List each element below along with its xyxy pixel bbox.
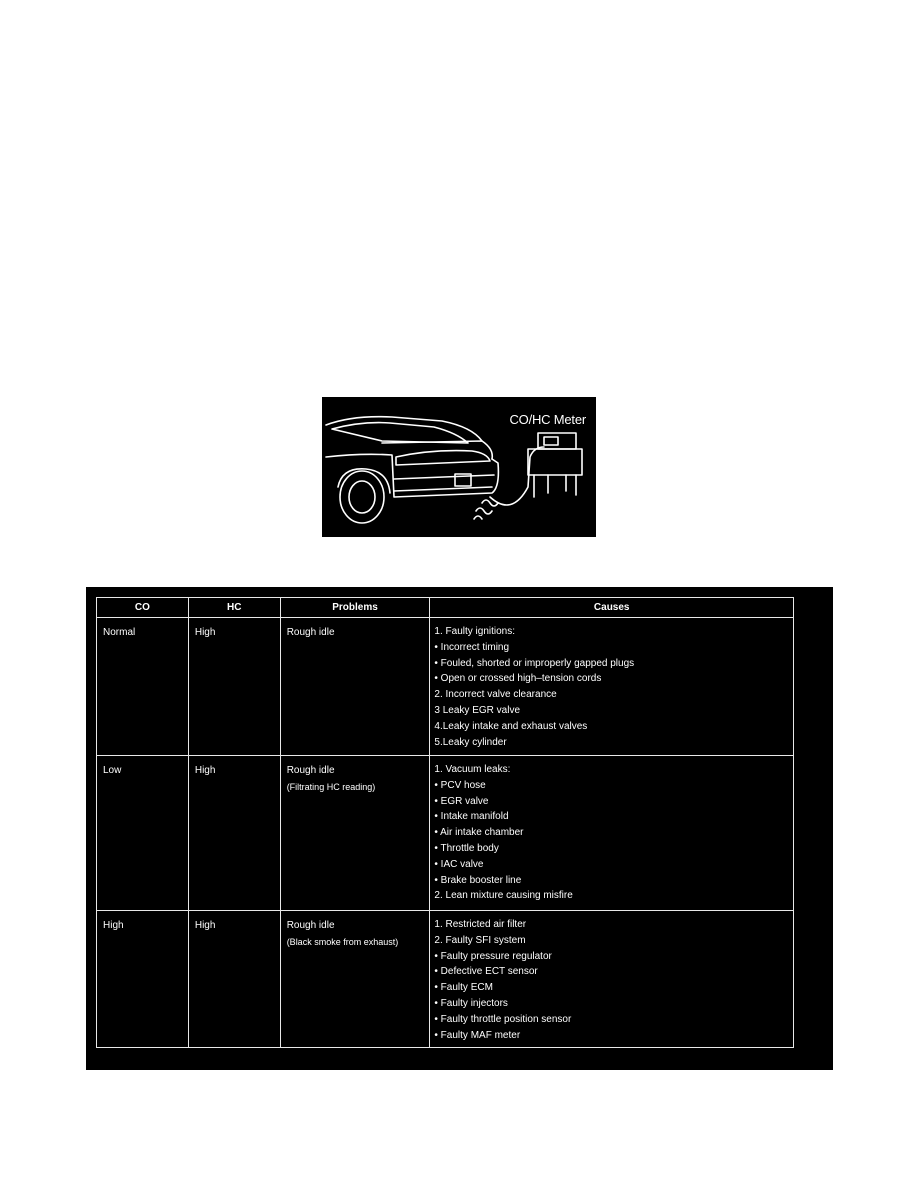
header-hc: HC bbox=[188, 598, 280, 618]
cause-item: 3 Leaky EGR valve bbox=[434, 704, 521, 716]
table-row bbox=[97, 911, 794, 1048]
cause-item: • Throttle body bbox=[434, 842, 499, 854]
co-value: High bbox=[97, 911, 189, 1048]
problem-text: Rough idle bbox=[286, 765, 335, 776]
cause-item: 1. Restricted air filter bbox=[434, 919, 527, 930]
cause-item: 2. Incorrect valve clearance bbox=[434, 689, 557, 701]
cause-item: • Faulty pressure regulator bbox=[434, 950, 552, 962]
cause-item: 1. Faulty ignitions: bbox=[434, 626, 516, 637]
problem-cell bbox=[280, 911, 430, 1048]
header-causes: Causes bbox=[430, 598, 794, 618]
problem-note: (Black smoke from exhaust) bbox=[286, 937, 399, 947]
cause-item: • Intake manifold bbox=[434, 811, 509, 823]
cause-item: 4.Leaky intake and exhaust valves bbox=[434, 720, 588, 732]
cause-item: • Defective ECT sensor bbox=[434, 966, 538, 978]
problem-note: (Filtrating HC reading) bbox=[286, 782, 376, 792]
table-header-row bbox=[97, 598, 794, 618]
cause-item: • Open or crossed high–tension cords bbox=[434, 673, 602, 685]
cause-item: • Faulty ECM bbox=[434, 982, 493, 994]
table-row bbox=[97, 756, 794, 911]
header-problems: Problems bbox=[280, 598, 430, 618]
cause-item: 2. Lean mixture causing misfire bbox=[434, 890, 573, 902]
causes-cell bbox=[430, 756, 794, 911]
problem-cell bbox=[280, 618, 430, 756]
co-value: Low bbox=[97, 756, 189, 911]
cause-item: • Incorrect timing bbox=[434, 641, 510, 653]
problem-text: Rough idle bbox=[286, 627, 335, 638]
co-hc-diagnosis-table bbox=[96, 597, 794, 1048]
car-exhaust-illustration bbox=[322, 397, 596, 537]
cause-item: • PCV hose bbox=[434, 779, 486, 791]
cause-item: • EGR valve bbox=[434, 795, 489, 807]
cause-item: • Faulty injectors bbox=[434, 997, 508, 1009]
cause-item: 5.Leaky cylinder bbox=[434, 736, 507, 748]
causes-cell bbox=[430, 618, 794, 756]
causes-list bbox=[434, 917, 793, 1043]
cause-item: • Air intake chamber bbox=[434, 827, 524, 839]
causes-cell bbox=[430, 911, 794, 1048]
cause-item: • Faulty throttle position sensor bbox=[434, 1013, 572, 1025]
cause-item: • IAC valve bbox=[434, 858, 484, 870]
cause-item: • Faulty MAF meter bbox=[434, 1029, 521, 1041]
cause-item: 1. Vacuum leaks: bbox=[434, 764, 511, 775]
cause-item: • Brake booster line bbox=[434, 874, 522, 886]
meter-label: CO/HC Meter bbox=[509, 412, 586, 427]
causes-list bbox=[434, 624, 793, 750]
problem-text: Rough idle bbox=[286, 920, 335, 931]
co-value: Normal bbox=[97, 618, 189, 756]
header-co: CO bbox=[97, 598, 189, 618]
cause-item: 2. Faulty SFI system bbox=[434, 934, 526, 946]
causes-list bbox=[434, 762, 793, 904]
cause-item: • Fouled, shorted or improperly gapped plugs bbox=[434, 657, 635, 669]
hc-value: High bbox=[188, 756, 280, 911]
problem-cell bbox=[280, 756, 430, 911]
diagnosis-table-panel bbox=[86, 587, 833, 1070]
hc-value: High bbox=[188, 618, 280, 756]
hc-value: High bbox=[188, 911, 280, 1048]
table-row bbox=[97, 618, 794, 756]
